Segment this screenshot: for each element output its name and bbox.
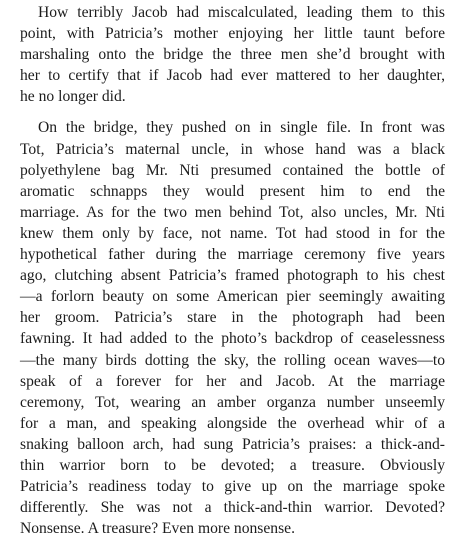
document-page [20,2,445,539]
text-line: polyethylene bag Mr. Nti presumed contained the bottle of [20,161,445,179]
text-line: —the many birds dotting the sky, the rolling ocean waves—to [20,351,445,369]
text-line: fawning. It had added to the photo’s backdrop of ceaselessness [20,330,445,348]
text-line: Patricia’s readiness today to give up on the marriage spoke [20,478,445,496]
text-line: hypothetical father during the marriage ceremony five years [20,246,445,264]
text-line: differently. She was not a thick-and-thin warrior. Devoted? [20,499,445,517]
text-line: marshaling onto the bridge the three men she’d brought with [20,46,445,64]
text-line: aromatic schnapps they would present him to end the [20,182,445,200]
text-line: ago, clutching absent Patricia’s framed photograph to his chest [20,267,445,285]
text-line: her groom. Patricia’s stare in the photograph had been [20,309,445,327]
text-line: point, with Patricia’s mother enjoying her little taunt before [20,25,445,43]
text-line: Nonsense. A treasure? Even more nonsense. [20,520,295,538]
text-line: ceremony, Tot, wearing an amber organza number unseemly [20,393,445,411]
text-line: knew them only by face, not name. Tot had stood in for the [20,224,445,242]
text-line: speak of a forever for her and Jacob. At the marriage [20,372,445,390]
text-line: On the bridge, they pushed on in single file. In front was [38,119,445,137]
text-line: thin warrior born to be devoted; a treasure. Obviously [20,456,445,474]
text-line: Tot, Patricia’s maternal uncle, in whose hand was a black [20,140,445,158]
text-line: How terribly Jacob had miscalculated, leading them to this [38,4,445,21]
paragraph-1 [20,2,445,107]
text-line: snaking balloon arch, had sung Patricia’s praises: a thick-and- [20,435,445,453]
paragraph-2 [20,117,445,539]
text-line: her to certify that if Jacob had ever mattered to her daughter, [20,67,445,85]
text-line: —a forlorn beauty on some American pier seemingly awaiting [20,288,445,306]
text-line: marriage. As for the two men behind Tot, also uncles, Mr. Nti [20,203,445,221]
text-line: he no longer did. [20,88,126,106]
text-line: for a man, and speaking alongside the overhead whir of a [20,414,445,432]
